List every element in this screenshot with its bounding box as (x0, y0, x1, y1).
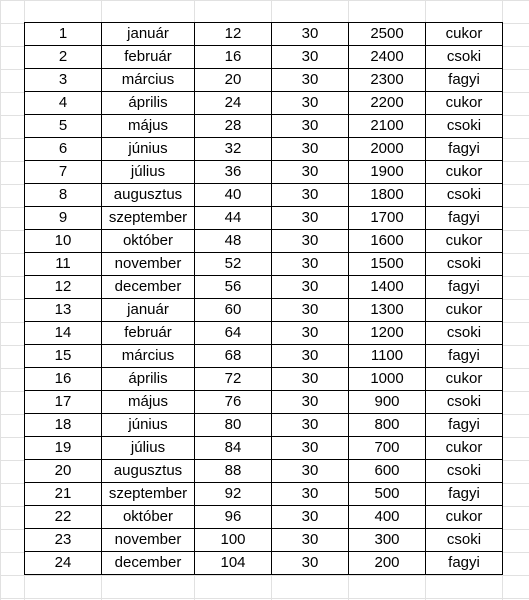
cell-value_c[interactable]: 1100 (349, 345, 426, 368)
cell-index[interactable]: 7 (25, 161, 102, 184)
cell-month[interactable]: augusztus (102, 184, 195, 207)
cell-index[interactable]: 17 (25, 391, 102, 414)
cell-value_c[interactable]: 600 (349, 460, 426, 483)
cell-month[interactable]: február (102, 322, 195, 345)
cell-value_b[interactable]: 30 (272, 529, 349, 552)
cell-value_c[interactable]: 300 (349, 529, 426, 552)
table-row (25, 138, 503, 161)
cell-value_b[interactable]: 30 (272, 161, 349, 184)
table-row (25, 391, 503, 414)
cell-index[interactable]: 6 (25, 138, 102, 161)
cell-product[interactable]: csoki (426, 322, 503, 345)
cell-value_a[interactable]: 12 (195, 23, 272, 46)
cell-value_a[interactable]: 20 (195, 69, 272, 92)
table-row (25, 276, 503, 299)
cell-product[interactable]: csoki (426, 529, 503, 552)
cell-value_c[interactable]: 2100 (349, 115, 426, 138)
cell-month[interactable]: február (102, 46, 195, 69)
cell-value_a[interactable]: 100 (195, 529, 272, 552)
cell-value_b[interactable]: 30 (272, 138, 349, 161)
cell-month[interactable]: január (102, 23, 195, 46)
table-row (25, 46, 503, 69)
cell-value_a[interactable]: 16 (195, 46, 272, 69)
cell-month[interactable]: május (102, 115, 195, 138)
cell-index[interactable]: 8 (25, 184, 102, 207)
cell-product[interactable]: fagyi (426, 207, 503, 230)
cell-value_b[interactable]: 30 (272, 345, 349, 368)
cell-month[interactable]: augusztus (102, 460, 195, 483)
cell-value_b[interactable]: 30 (272, 253, 349, 276)
cell-value_c[interactable]: 900 (349, 391, 426, 414)
cell-value_b[interactable]: 30 (272, 92, 349, 115)
cell-product[interactable]: csoki (426, 115, 503, 138)
table-row (25, 92, 503, 115)
cell-product[interactable]: fagyi (426, 138, 503, 161)
table-row (25, 161, 503, 184)
cell-month[interactable]: március (102, 345, 195, 368)
cell-product[interactable]: cukor (426, 92, 503, 115)
cell-index[interactable]: 3 (25, 69, 102, 92)
cell-index[interactable]: 4 (25, 92, 102, 115)
cell-value_b[interactable]: 30 (272, 299, 349, 322)
cell-value_c[interactable]: 2000 (349, 138, 426, 161)
cell-product[interactable]: fagyi (426, 483, 503, 506)
cell-value_b[interactable]: 30 (272, 322, 349, 345)
cell-index[interactable]: 5 (25, 115, 102, 138)
cell-value_b[interactable]: 30 (272, 506, 349, 529)
cell-index[interactable]: 9 (25, 207, 102, 230)
cell-month[interactable]: május (102, 391, 195, 414)
cell-index[interactable]: 10 (25, 230, 102, 253)
cell-index[interactable]: 21 (25, 483, 102, 506)
cell-month[interactable]: július (102, 437, 195, 460)
cell-month[interactable]: január (102, 299, 195, 322)
cell-value_c[interactable]: 200 (349, 552, 426, 575)
cell-month[interactable]: november (102, 253, 195, 276)
cell-value_a[interactable]: 92 (195, 483, 272, 506)
cell-index[interactable]: 11 (25, 253, 102, 276)
cell-index[interactable]: 20 (25, 460, 102, 483)
cell-index[interactable]: 14 (25, 322, 102, 345)
table-row (25, 253, 503, 276)
cell-value_a[interactable]: 96 (195, 506, 272, 529)
cell-product[interactable]: csoki (426, 460, 503, 483)
cell-value_b[interactable]: 30 (272, 483, 349, 506)
cell-product[interactable]: cukor (426, 230, 503, 253)
cell-value_a[interactable]: 32 (195, 138, 272, 161)
table-row (25, 69, 503, 92)
cell-product[interactable]: cukor (426, 161, 503, 184)
cell-month[interactable]: szeptember (102, 207, 195, 230)
table-row (25, 322, 503, 345)
cell-index[interactable]: 24 (25, 552, 102, 575)
cell-index[interactable]: 18 (25, 414, 102, 437)
cell-value_b[interactable]: 30 (272, 276, 349, 299)
table-row (25, 460, 503, 483)
cell-value_a[interactable]: 24 (195, 92, 272, 115)
table-row (25, 483, 503, 506)
cell-index[interactable]: 13 (25, 299, 102, 322)
cell-value_c[interactable]: 1600 (349, 230, 426, 253)
cell-value_c[interactable]: 700 (349, 437, 426, 460)
cell-value_b[interactable]: 30 (272, 115, 349, 138)
cell-value_b[interactable]: 30 (272, 414, 349, 437)
cell-value_a[interactable]: 44 (195, 207, 272, 230)
cell-value_b[interactable]: 30 (272, 230, 349, 253)
cell-value_c[interactable]: 1000 (349, 368, 426, 391)
table-row (25, 437, 503, 460)
cell-month[interactable]: június (102, 414, 195, 437)
cell-product[interactable]: csoki (426, 184, 503, 207)
cell-value_b[interactable]: 30 (272, 460, 349, 483)
cell-value_a[interactable]: 28 (195, 115, 272, 138)
data-table (24, 22, 503, 575)
cell-value_b[interactable]: 30 (272, 46, 349, 69)
cell-value_a[interactable]: 88 (195, 460, 272, 483)
table-row (25, 345, 503, 368)
cell-value_a[interactable]: 48 (195, 230, 272, 253)
table-row (25, 184, 503, 207)
cell-month[interactable]: október (102, 230, 195, 253)
cell-value_c[interactable]: 1400 (349, 276, 426, 299)
cell-value_a[interactable]: 60 (195, 299, 272, 322)
cell-index[interactable]: 2 (25, 46, 102, 69)
cell-month[interactable]: június (102, 138, 195, 161)
cell-value_b[interactable]: 30 (272, 368, 349, 391)
cell-product[interactable]: cukor (426, 299, 503, 322)
cell-value_c[interactable]: 400 (349, 506, 426, 529)
cell-value_a[interactable]: 104 (195, 552, 272, 575)
cell-product[interactable]: cukor (426, 23, 503, 46)
table-row (25, 207, 503, 230)
cell-value_a[interactable]: 68 (195, 345, 272, 368)
cell-value_a[interactable]: 84 (195, 437, 272, 460)
cell-month[interactable]: április (102, 368, 195, 391)
cell-month[interactable]: március (102, 69, 195, 92)
cell-value_a[interactable]: 40 (195, 184, 272, 207)
cell-value_c[interactable]: 1300 (349, 299, 426, 322)
cell-index[interactable]: 22 (25, 506, 102, 529)
table-row (25, 414, 503, 437)
cell-value_b[interactable]: 30 (272, 69, 349, 92)
cell-month[interactable]: július (102, 161, 195, 184)
cell-product[interactable]: fagyi (426, 552, 503, 575)
cell-index[interactable]: 19 (25, 437, 102, 460)
cell-month[interactable]: november (102, 529, 195, 552)
cell-value_a[interactable]: 36 (195, 161, 272, 184)
cell-value_b[interactable]: 30 (272, 207, 349, 230)
cell-value_b[interactable]: 30 (272, 437, 349, 460)
cell-value_c[interactable]: 1800 (349, 184, 426, 207)
gridline-vertical (0, 0, 1, 600)
cell-value_a[interactable]: 64 (195, 322, 272, 345)
cell-month[interactable]: október (102, 506, 195, 529)
cell-product[interactable]: cukor (426, 437, 503, 460)
cell-product[interactable]: fagyi (426, 414, 503, 437)
cell-product[interactable]: csoki (426, 391, 503, 414)
table-row (25, 115, 503, 138)
cell-month[interactable]: december (102, 552, 195, 575)
cell-value_c[interactable]: 1500 (349, 253, 426, 276)
table-row (25, 506, 503, 529)
cell-product[interactable]: cukor (426, 368, 503, 391)
cell-index[interactable]: 15 (25, 345, 102, 368)
cell-product[interactable]: fagyi (426, 345, 503, 368)
cell-value_c[interactable]: 2400 (349, 46, 426, 69)
cell-value_a[interactable]: 80 (195, 414, 272, 437)
cell-value_c[interactable]: 1200 (349, 322, 426, 345)
cell-value_c[interactable]: 1700 (349, 207, 426, 230)
cell-value_b[interactable]: 30 (272, 23, 349, 46)
cell-product[interactable]: csoki (426, 253, 503, 276)
cell-value_c[interactable]: 2500 (349, 23, 426, 46)
cell-value_a[interactable]: 72 (195, 368, 272, 391)
cell-value_a[interactable]: 76 (195, 391, 272, 414)
cell-product[interactable]: fagyi (426, 276, 503, 299)
cell-value_b[interactable]: 30 (272, 552, 349, 575)
cell-value_b[interactable]: 30 (272, 391, 349, 414)
cell-index[interactable]: 1 (25, 23, 102, 46)
cell-month[interactable]: április (102, 92, 195, 115)
table-row (25, 230, 503, 253)
cell-value_c[interactable]: 800 (349, 414, 426, 437)
cell-product[interactable]: csoki (426, 46, 503, 69)
table-row (25, 368, 503, 391)
cell-value_c[interactable]: 2300 (349, 69, 426, 92)
cell-month[interactable]: december (102, 276, 195, 299)
table-row (25, 552, 503, 575)
cell-product[interactable]: fagyi (426, 69, 503, 92)
table-row (25, 299, 503, 322)
cell-value_a[interactable]: 52 (195, 253, 272, 276)
cell-value_c[interactable]: 500 (349, 483, 426, 506)
cell-index[interactable]: 12 (25, 276, 102, 299)
cell-value_c[interactable]: 1900 (349, 161, 426, 184)
cell-value_b[interactable]: 30 (272, 184, 349, 207)
table-row (25, 23, 503, 46)
cell-value_c[interactable]: 2200 (349, 92, 426, 115)
cell-index[interactable]: 16 (25, 368, 102, 391)
cell-value_a[interactable]: 56 (195, 276, 272, 299)
cell-product[interactable]: cukor (426, 506, 503, 529)
cell-month[interactable]: szeptember (102, 483, 195, 506)
table-row (25, 529, 503, 552)
cell-index[interactable]: 23 (25, 529, 102, 552)
